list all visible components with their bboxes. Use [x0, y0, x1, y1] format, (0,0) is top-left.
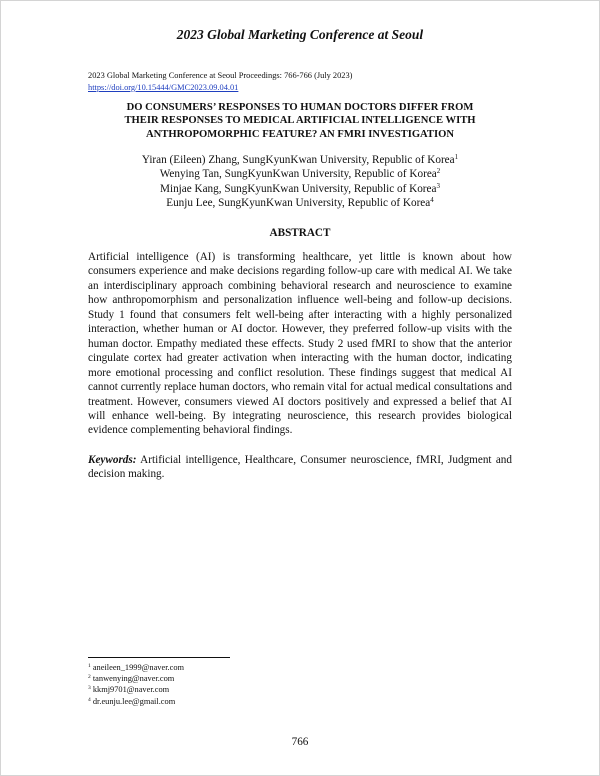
running-head: 2023 Global Marketing Conference at Seoul [176, 27, 424, 42]
abstract-body: Artificial intelligence (AI) is transforming healthcare, yet little is known about how consumers experience and make decisions regarding follow-up care with medical AI. We take an interdisciplinary approach combining behavioral research and neuroscience to examine how anthropomorphism and personalization influence well-being and follow-up decisions. Study 1 found that consumers felt well-being after interacting with a highly personalized interaction, whether human or AI doctor. However, they preferred follow-up visits with the human doctor. Empathy mediated these effects. Study 2 used fMRI to show that the anterior cingulate cortex had greater activation when interacting with the human doctor, indicating more emotional processing and conflict resolution. These findings suggest that medical AI cannot currently replace human doctors, who remain vital for actual medical consultations and treatment. However, consumers viewed AI doctors positively and expressed a belief that AI will enhance well-being. By integrating neuroscience, this research provides biological evidence complementing behavioral findings. [88, 251, 512, 437]
footnote-email: tanwenying@naver.com [90, 674, 175, 684]
footnote-email: kkmj9701@naver.com [90, 685, 170, 695]
footnote-marker: 1 [454, 153, 459, 161]
title-line: DO CONSUMERS’ RESPONSES TO HUMAN DOCTORS DIFFER FROM [126, 102, 474, 113]
footnotes [88, 662, 184, 707]
author-affiliation: Minjae Kang, SungKyunKwan University, Republic of Korea [160, 182, 437, 195]
author-affiliation: Wenying Tan, SungKyunKwan University, Republic of Korea [159, 168, 437, 181]
proceedings-info [88, 70, 352, 94]
keywords-list: Artificial intelligence, Healthcare, Consumer neuroscience, fMRI, Judgment and decision making. [88, 454, 512, 481]
paper-title [88, 101, 512, 141]
footnote [88, 662, 184, 673]
abstract-heading: ABSTRACT [269, 227, 331, 239]
footnote-marker: 4 [430, 196, 434, 205]
footnote-number: 2 [88, 674, 91, 681]
doi-link[interactable]: https://doi.org/10.15444/GMC2023.09.04.01 [88, 83, 239, 92]
footnote-email: dr.eunju.lee@gmail.com [90, 696, 176, 706]
footnote-number: 4 [88, 696, 91, 703]
keywords-paragraph [88, 453, 512, 482]
title-line: ANTHROPOMORPHIC FEATURE? AN FMRI INVESTIGATION [145, 128, 455, 140]
author-list [88, 153, 512, 211]
author-line [88, 196, 512, 210]
footnote-marker: 2 [436, 167, 441, 176]
author-line [88, 167, 512, 181]
footnote-number: 1 [88, 663, 91, 669]
footnote [88, 684, 184, 695]
title-line: THEIR RESPONSES TO MEDICAL ARTIFICIAL INTELLIGENCE WITH [124, 115, 476, 127]
footnote [88, 673, 184, 684]
author-line [88, 153, 512, 167]
footnote-divider [88, 657, 230, 658]
footnote-email: aneileen_1999@naver.com [90, 663, 185, 672]
proceedings-citation: 2023 Global Marketing Conference at Seoul Proceedings: 766-766 (July 2023) [88, 71, 353, 80]
author-line [88, 182, 512, 196]
footnote-marker: 3 [436, 181, 440, 190]
footnote [88, 696, 184, 707]
keywords-label: Keywords: [88, 454, 137, 466]
author-affiliation: Yiran (Eileen) Zhang, SungKyunKwan University, Republic of Korea [141, 154, 455, 166]
footnote-number: 3 [88, 685, 91, 692]
page-number: 766 [291, 736, 309, 748]
author-affiliation: Eunju Lee, SungKyunKwan University, Republic of Korea [166, 197, 431, 210]
